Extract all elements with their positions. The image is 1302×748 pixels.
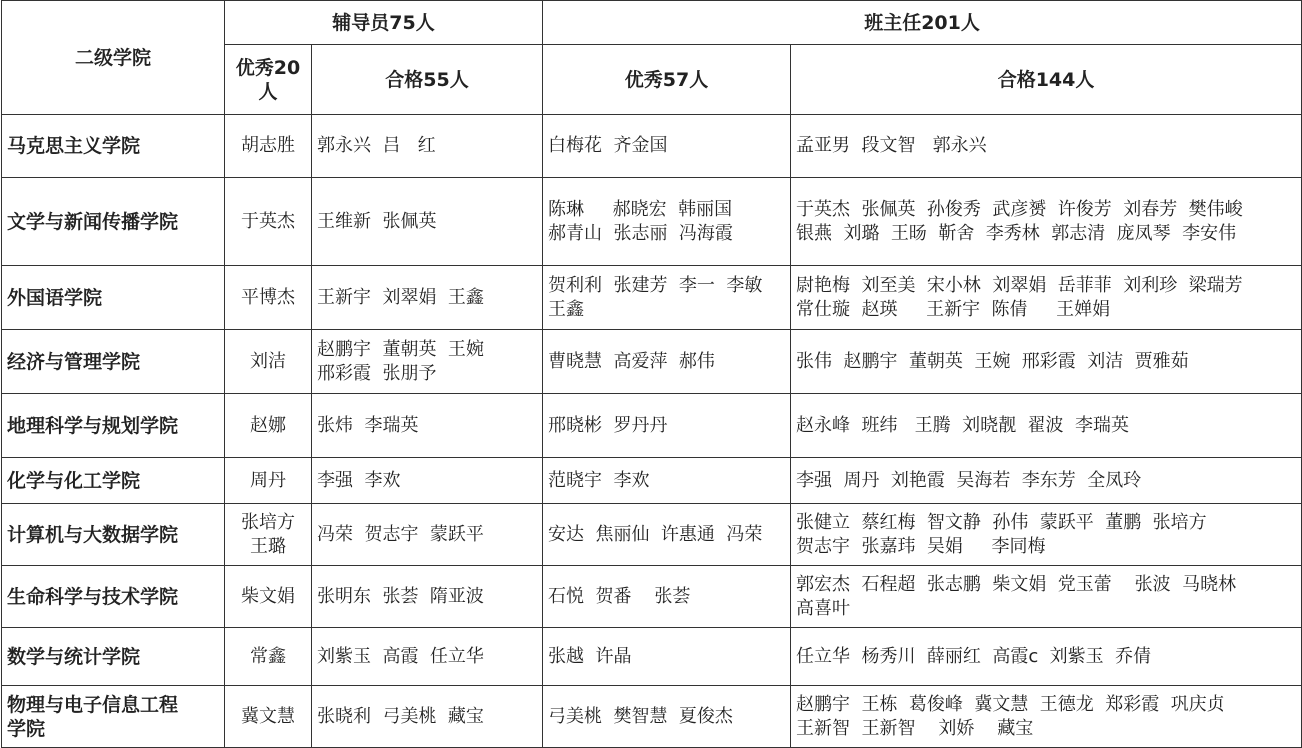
counselor-qualified-cell: 张炜 李瑞英 (312, 394, 543, 458)
table-row (2, 266, 1302, 330)
evaluation-table (1, 0, 1302, 748)
table-row (2, 566, 1302, 628)
headteacher-excellent-header: 优秀57人 (543, 45, 791, 115)
headteacher-qualified-cell: 张伟 赵鹏宇 董朝英 王婉 邢彩霞 刘洁 贾雅茹 (791, 330, 1302, 394)
counselor-excellent-cell: 刘洁 (225, 330, 312, 394)
headteacher-qualified-cell: 张健立 蔡红梅 智文静 孙伟 蒙跃平 董鹏 张培方 贺志宇 张嘉玮 吴娟 李同梅 (791, 504, 1302, 566)
table-row (2, 458, 1302, 504)
counselor-group-header: 辅导员75人 (225, 1, 543, 45)
table-row (2, 115, 1302, 178)
college-name: 生命科学与技术学院 (2, 566, 225, 628)
table-row (2, 686, 1302, 748)
counselor-excellent-cell: 常鑫 (225, 628, 312, 686)
headteacher-group-header: 班主任201人 (543, 1, 1302, 45)
counselor-qualified-cell: 王新宇 刘翠娟 王鑫 (312, 266, 543, 330)
counselor-qualified-cell: 张晓利 弓美桃 藏宝 (312, 686, 543, 748)
counselor-qualified-cell: 张明东 张荟 隋亚波 (312, 566, 543, 628)
headteacher-excellent-cell: 安达 焦丽仙 许惠通 冯荣 (543, 504, 791, 566)
college-name: 数学与统计学院 (2, 628, 225, 686)
headteacher-excellent-cell: 贺利利 张建芳 李一 李敏 王鑫 (543, 266, 791, 330)
counselor-excellent-cell: 赵娜 (225, 394, 312, 458)
college-name: 马克思主义学院 (2, 115, 225, 178)
counselor-qualified-cell: 郭永兴 吕 红 (312, 115, 543, 178)
counselor-excellent-cell: 胡志胜 (225, 115, 312, 178)
college-name: 地理科学与规划学院 (2, 394, 225, 458)
table-row (2, 504, 1302, 566)
headteacher-qualified-cell: 赵鹏宇 王栋 葛俊峰 冀文慧 王德龙 郑彩霞 巩庆贞 王新智 王新智 刘娇 藏宝 (791, 686, 1302, 748)
table-row (2, 330, 1302, 394)
headteacher-qualified-cell: 任立华 杨秀川 薛丽红 高霞c 刘紫玉 乔倩 (791, 628, 1302, 686)
counselor-excellent-cell: 张培方 王璐 (225, 504, 312, 566)
table-row (2, 628, 1302, 686)
counselor-qualified-cell: 王维新 张佩英 (312, 178, 543, 266)
headteacher-excellent-cell: 白梅花 齐金国 (543, 115, 791, 178)
college-header: 二级学院 (2, 1, 225, 115)
college-name: 文学与新闻传播学院 (2, 178, 225, 266)
headteacher-qualified-cell: 赵永峰 班纬 王腾 刘晓靓 翟波 李瑞英 (791, 394, 1302, 458)
headteacher-excellent-cell: 张越 许晶 (543, 628, 791, 686)
college-name: 化学与化工学院 (2, 458, 225, 504)
college-name: 经济与管理学院 (2, 330, 225, 394)
headteacher-excellent-cell: 弓美桃 樊智慧 夏俊杰 (543, 686, 791, 748)
counselor-excellent-cell: 柴文娟 (225, 566, 312, 628)
headteacher-excellent-cell: 邢晓彬 罗丹丹 (543, 394, 791, 458)
headteacher-excellent-cell: 陈琳 郝晓宏 韩丽国 郝青山 张志丽 冯海霞 (543, 178, 791, 266)
headteacher-qualified-cell: 郭宏杰 石程超 张志鹏 柴文娟 党玉蕾 张波 马晓林 高喜叶 (791, 566, 1302, 628)
counselor-excellent-cell: 周丹 (225, 458, 312, 504)
counselor-excellent-header: 优秀20人 (225, 45, 312, 115)
headteacher-excellent-cell: 曹晓慧 高爱萍 郝伟 (543, 330, 791, 394)
headteacher-qualified-cell: 李强 周丹 刘艳霞 吴海若 李东芳 全凤玲 (791, 458, 1302, 504)
counselor-excellent-cell: 于英杰 (225, 178, 312, 266)
table-row (2, 178, 1302, 266)
headteacher-qualified-cell: 孟亚男 段文智 郭永兴 (791, 115, 1302, 178)
headteacher-qualified-cell: 尉艳梅 刘至美 宋小林 刘翠娟 岳菲菲 刘利珍 梁瑞芳 常仕璇 赵瑛 王新宇 陈倩 王婵娟 (791, 266, 1302, 330)
college-name: 外国语学院 (2, 266, 225, 330)
counselor-excellent-cell: 平博杰 (225, 266, 312, 330)
counselor-qualified-cell: 李强 李欢 (312, 458, 543, 504)
headteacher-qualified-cell: 于英杰 张佩英 孙俊秀 武彦赟 许俊芳 刘春芳 樊伟峻 银燕 刘璐 王旸 靳舍 李秀林 郭志清 庞凤琴 李安伟 (791, 178, 1302, 266)
headteacher-excellent-cell: 石悦 贺番 张荟 (543, 566, 791, 628)
counselor-excellent-cell: 冀文慧 (225, 686, 312, 748)
counselor-qualified-header: 合格55人 (312, 45, 543, 115)
headteacher-excellent-cell: 范晓宇 李欢 (543, 458, 791, 504)
counselor-qualified-cell: 赵鹏宇 董朝英 王婉 邢彩霞 张朋予 (312, 330, 543, 394)
college-name: 计算机与大数据学院 (2, 504, 225, 566)
headteacher-qualified-header: 合格144人 (791, 45, 1302, 115)
counselor-qualified-cell: 刘紫玉 高霞 任立华 (312, 628, 543, 686)
college-name: 物理与电子信息工程 学院 (2, 686, 225, 748)
table-row (2, 394, 1302, 458)
counselor-qualified-cell: 冯荣 贺志宇 蒙跃平 (312, 504, 543, 566)
